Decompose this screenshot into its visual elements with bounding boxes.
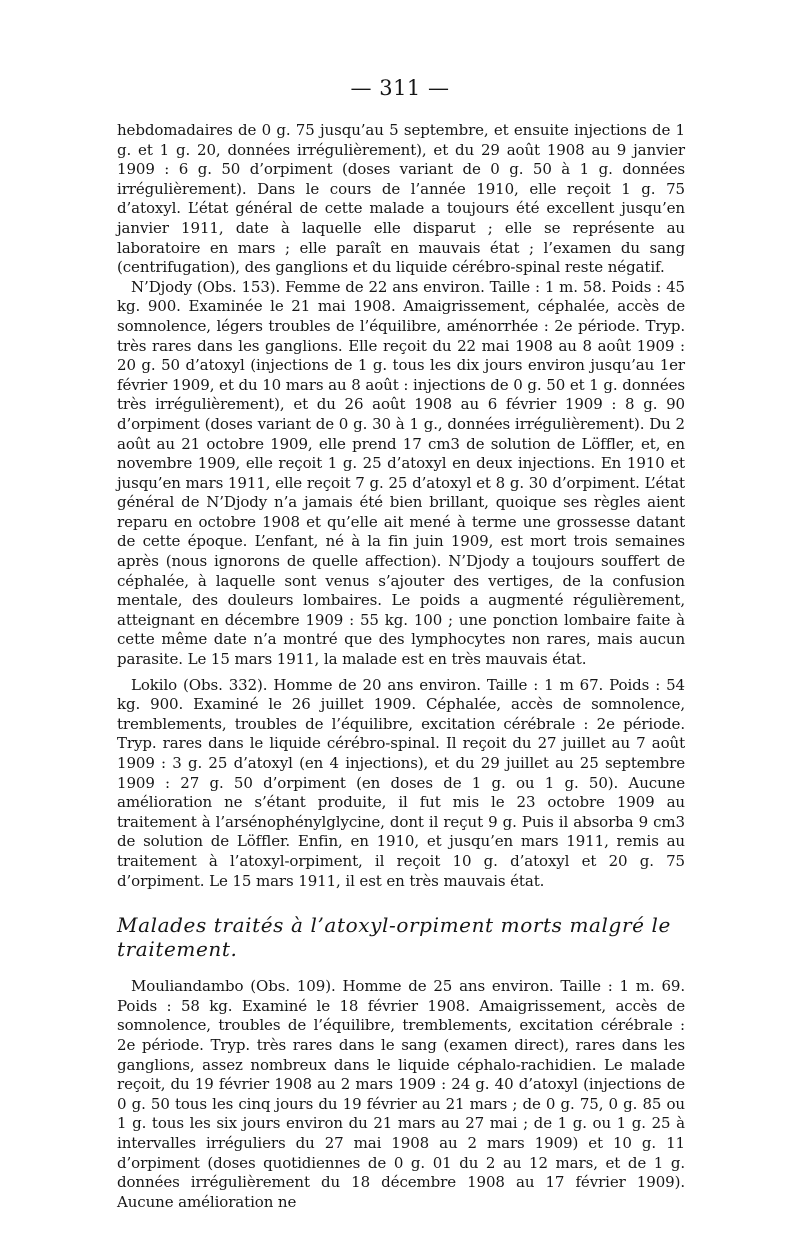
paragraph-mouliandambo: Mouliandambo (Obs. 109). Homme de 25 ans environ. Taille : 1 m. 69. Poids : 58 kg. Examiné le 18 février 1908. Amaigrissement, accès de somnolence, troubles de l’équilibre, tremblements, excitation cérébrale : 2e période. Tryp. très rares dans le sang (examen direct), rares dans les ganglions, assez nombreux dans le liquide céphalo-rachidien. Le malade reçoit, du 19 février 1908 au 2 mars 1909 : 24 g. 40 d’atoxyl (injections de 0 g. 50 tous les cinq jours du 19 février au 21 mars ; de 0 g. 75, 0 g. 85 ou 1 g. tous les six jours environ du 21 mars au 27 mai ; de 1 g. ou 1 g. 25 à intervalles irréguliers du 27 mai 1908 au 2 mars 1909) et 10 g. 11 d’orpiment (doses quotidiennes de 0 g. 01 du 2 au 12 mars, et de 1 g. données irrégulièrement du 18 décembre 1908 au 17 février 1909). Aucune amélioration ne (117, 977, 685, 1211)
page-body (117, 121, 685, 1212)
page-number: — 311 — (350, 76, 450, 100)
paragraph-continuation: hebdomadaires de 0 g. 75 jusqu’au 5 septembre, et ensuite injections de 1 g. et 1 g. 20, données irrégulièrement), et du 29 août 1908 au 9 janvier 1909 : 6 g. 50 d’orpiment (doses variant de 0 g. 50 à 1 g. données irrégulièrement). Dans le cours de l’année 1910, elle reçoit 1 g. 75 d’atoxyl. L’état général de cette malade a toujours été excellent jusqu’en janvier 1911, date à laquelle elle disparut ; elle se représente au laboratoire en mars ; elle paraît en mauvais état ; l’examen du sang (centrifugation), des ganglions et du liquide cérébro-spinal reste négatif. (117, 121, 685, 277)
paragraph-lokilo: Lokilo (Obs. 332). Homme de 20 ans environ. Taille : 1 m 67. Poids : 54 kg. 900. Examiné le 26 juillet 1909. Céphalée, accès de somnolence, tremblements, troubles de l’équilibre, excitation cérébrale : 2e période. Tryp. rares dans le liquide cérébro-spinal. Il reçoit du 27 juillet au 7 août 1909 : 3 g. 25 d’atoxyl (en 4 injections), et du 29 juillet au 25 septembre 1909 : 27 g. 50 d’orpiment (en doses de 1 g. ou 1 g. 50). Aucune amélioration ne s’étant produite, il fut mis le 23 octobre 1909 au traitement à l’arsénophénylglycine, dont il reçut 9 g. Puis il absorba 9 cm3 de solution de Löffler. Enfin, en 1910, et jusqu’en mars 1911, remis au traitement à l’atoxyl-orpiment, il reçoit 10 g. d’atoxyl et 20 g. 75 d’orpiment. Le 15 mars 1911, il est en très mauvais état. (117, 675, 685, 890)
section-heading: Malades traités à l’atoxyl-orpiment morts malgré le traitement. (117, 913, 671, 962)
paragraph-ndjody: N’Djody (Obs. 153). Femme de 22 ans environ. Taille : 1 m. 58. Poids : 45 kg. 900. Examinée le 21 mai 1908. Amaigrissement, céphalée, accès de somnolence, légers troubles de l’équilibre, aménorrhée : 2e période. Tryp. très rares dans les ganglions. Elle reçoit du 22 mai 1908 au 8 août 1909 : 20 g. 50 d’atoxyl (injections de 1 g. tous les dix jours environ jusqu’au 1er février 1909, et du 10 mars au 8 août : injections de 0 g. 50 et 1 g. données très irrégulièrement), et du 26 août 1908 au 6 février 1909 : 8 g. 90 d’orpiment (doses variant de 0 g. 30 à 1 g., données irrégulièrement). Du 2 août au 21 octobre 1909, elle prend 17 cm3 de solution de Löffler, et, en novembre 1909, elle reçoit 1 g. 25 d’atoxyl en deux injections. En 1910 et jusqu’en mars 1911, elle reçoit 7 g. 25 d’atoxyl et 8 g. 30 d’orpiment. L’état général de N’Djody n’a jamais été bien brillant, quoique ses règles aient reparu en octobre 1908 et qu’elle ait mené à terme une grossesse datant de cette époque. L’enfant, né à la fin juin 1909, est mort trois semaines après (nous ignorons de quelle affection). N’Djody a toujours souffert de céphalée, à laquelle sont venus s’ajouter des vertiges, de la confusion mentale, des douleurs lombaires. Le poids a augmenté régulièrement, atteignant en décembre 1909 : 55 kg. 100 ; une ponction lombaire faite à cette même date n’a montré que des lymphocytes non rares, mais aucun parasite. Le 15 mars 1911, la malade est en très mauvais état. (117, 277, 685, 669)
